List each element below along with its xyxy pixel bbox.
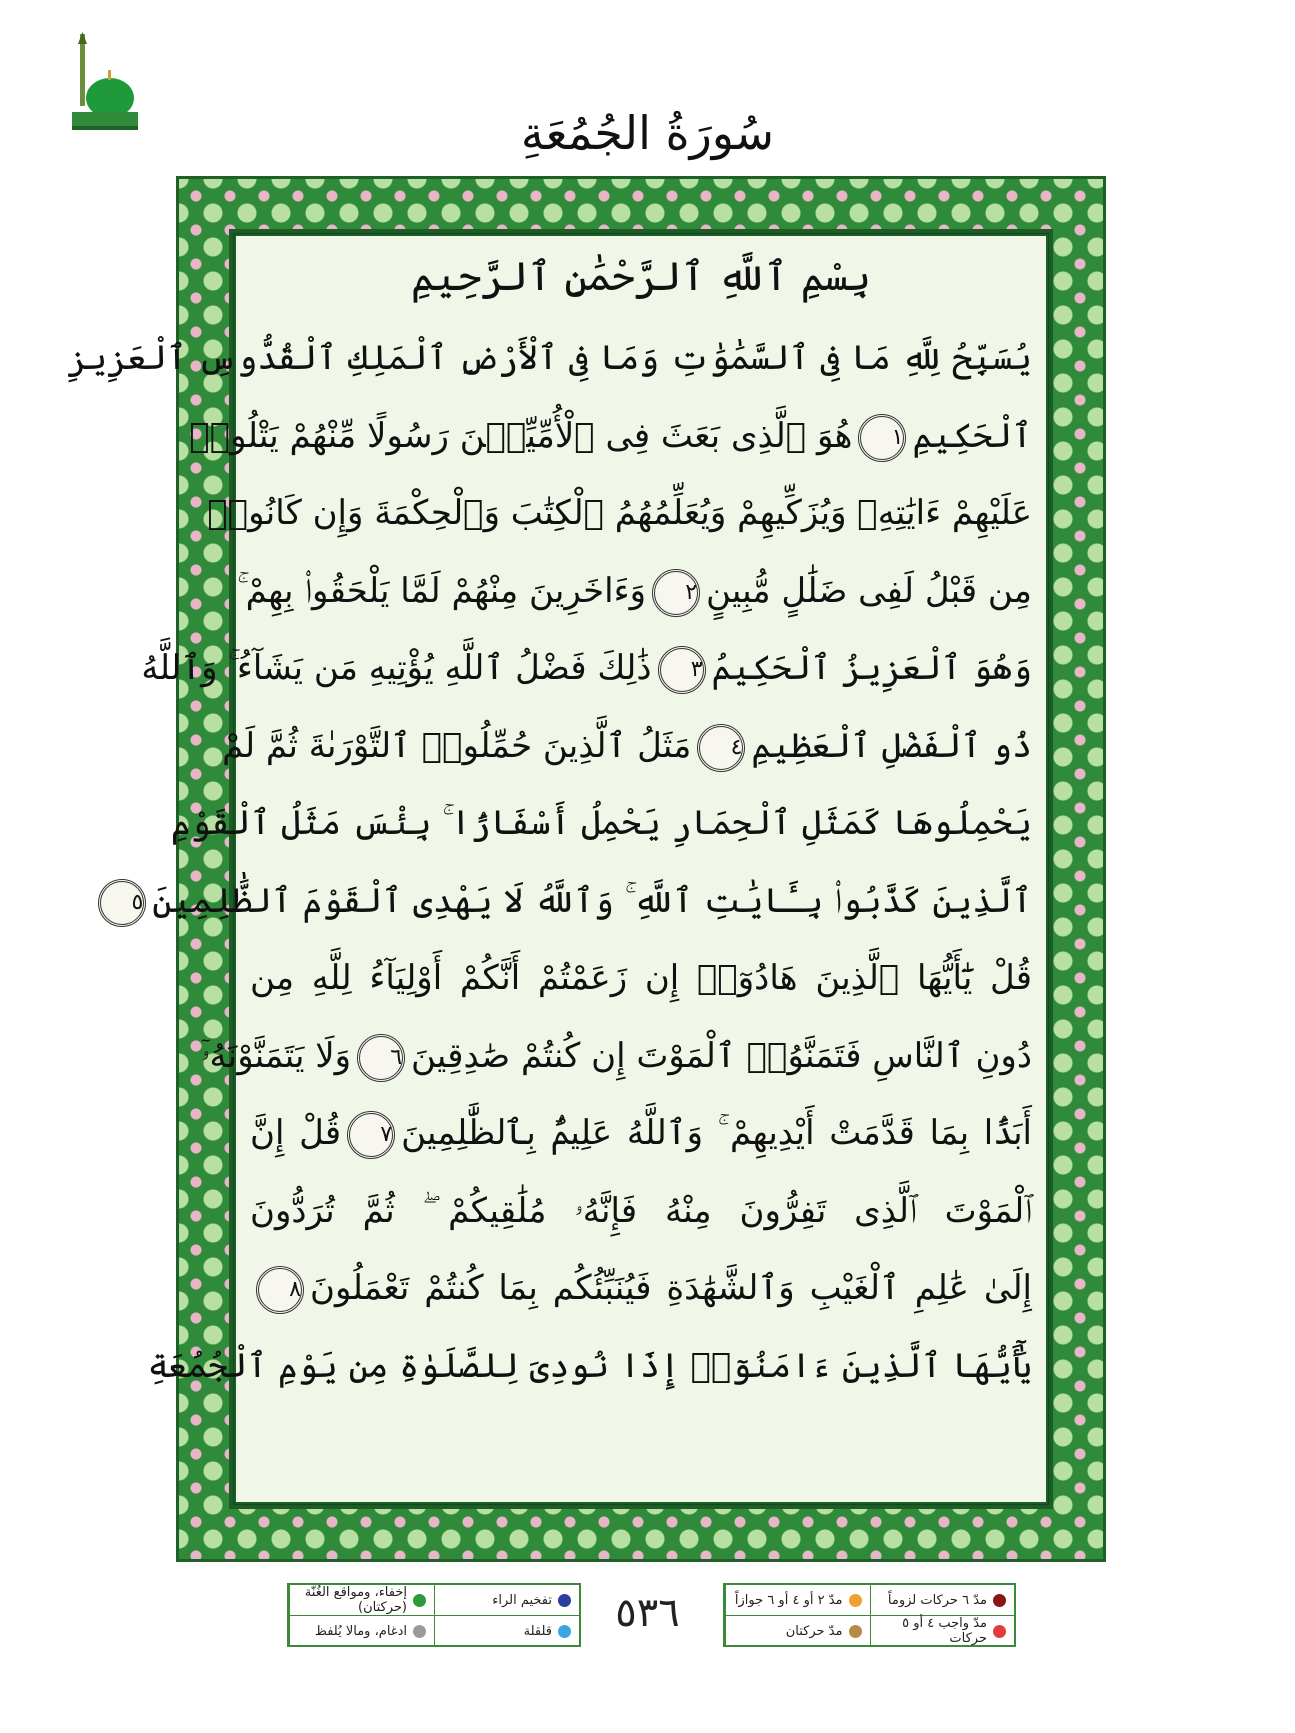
verse-text-continued: قُلْ إِنَّ [250,1113,342,1153]
verse-text-continued: وَءَاخَرِينَ مِنْهُمْ لَمَّا يَلْحَقُوا۟ بِهِمْ ۚ [237,570,647,611]
verse-text: ذُو ٱلْفَضْلِ ٱلْعَظِيمِ [751,725,1032,766]
ayah-number-marker: ١ [858,414,906,462]
legend-item [725,1616,870,1647]
legend-item [725,1585,870,1616]
legend-item [289,1585,434,1616]
verse-line [141,630,1032,708]
legend-color-dot [558,1594,571,1607]
legend-color-dot [413,1625,426,1638]
verse-text: يَحْمِلُوهَا كَمَثَلِ ٱلْحِمَارِ يَحْمِلُ أَسْفَارًۢا ۚ بِئْسَ مَثَلُ ٱلْقَوْمِ [170,803,1032,843]
surah-title: سُورَةُ الجُمُعَةِ [520,106,775,160]
tajweed-legend-left [287,1583,581,1647]
verse-text: إِلَىٰ عَٰلِمِ ٱلْغَيْبِ وَٱلشَّهَٰدَةِ فَيُنَبِّئُكُم بِمَا كُنتُمْ تَعْمَلُونَ [310,1268,1032,1308]
verse-line [250,1173,1032,1251]
verse-text: عَلَيْهِمْ ءَايَٰتِهِۦ وَيُزَكِّيهِمْ وَيُعَلِّمُهُمُ ٱلْكِتَٰبَ وَٱلْحِكْمَةَ وَإِن كَانُوا۟ [207,493,1032,533]
verse-text: ٱلْحَكِيمِ [912,415,1032,456]
ayah-number-marker: ٨ [256,1266,304,1314]
verse-line [147,1328,1032,1406]
quran-page-content [67,234,1048,1504]
verse-text: دُونِ ٱلنَّاسِ فَتَمَنَّوُا۟ ٱلْمَوْتَ إِن كُنتُمْ صَٰدِقِينَ [411,1035,1032,1076]
ayah-number-marker: ٥ [98,879,146,927]
verse-line [237,553,1032,631]
verse-text: ٱلَّذِينَ كَذَّبُوا۟ بِـَٔايَٰتِ ٱللَّهِ ۚ وَٱللَّهُ لَا يَهْدِى ٱلْقَوْمَ ٱلظَّٰلِمِينَ [152,880,1032,921]
legend-item [434,1585,579,1616]
page-number: ٥٣٦ [615,1590,680,1636]
verse-text-continued: وَلَا يَتَمَنَّوْنَهُۥٓ [201,1035,352,1076]
verse-line [250,1250,1032,1328]
verse-text: قُلْ يَٰٓأَيُّهَا ٱلَّذِينَ هَادُوٓا۟ إِن زَعَمْتُمْ أَنَّكُمْ أَوْلِيَآءُ لِلَّهِ مِن [250,958,1032,998]
verse-text: وَهُوَ ٱلْعَزِيزُ ٱلْحَكِيمُ [711,648,1032,688]
ayah-number-marker: ٢ [652,569,700,617]
verse-text-continued: مَثَلُ ٱلَّذِينَ حُمِّلُوا۟ ٱلتَّوْرَىٰةَ ثُمَّ لَمْ [222,725,692,766]
verse-line [67,320,1032,398]
ayah-number-marker: ٦ [357,1034,405,1082]
legend-label: مدّ واجب ٤ أو ٥ حركات [902,1616,987,1646]
legend-color-dot [849,1594,862,1607]
legend-color-dot [413,1594,426,1607]
verse-text: أَبَدًۢا بِمَا قَدَّمَتْ أَيْدِيهِمْ ۚ وَٱللَّهُ عَلِيمٌۢ بِٱلظَّٰلِمِينَ [401,1113,1032,1153]
legend-label: مدّ ٦ حركات لزوماً [887,1592,987,1608]
legend-item [870,1585,1015,1616]
ayah-number-marker: ٧ [347,1111,395,1159]
verse-text-continued: ذَٰلِكَ فَضْلُ ٱللَّهِ يُؤْتِيهِ مَن يَشَآءُ ۚ وَٱللَّهُ [141,648,652,688]
ayah-number-marker: ٣ [658,646,706,694]
verse-line [170,785,1032,863]
verse-lines [67,320,1032,1405]
ayah-number-marker: ٤ [697,724,745,772]
legend-item [434,1616,579,1647]
legend-label: ادغام، ومالا يُلفظ [314,1623,407,1639]
verse-line [189,398,1032,476]
legend-label: مدّ حركتان [785,1623,843,1639]
legend-label: مدّ ٢ أو ٤ أو ٦ جوازاً [734,1592,843,1608]
legend-label: تفخيم الراء [492,1592,552,1608]
legend-label: إخفاء، ومواقع الغُنّة (حركتان) [304,1585,407,1615]
verse-line [222,708,1032,786]
legend-item [289,1616,434,1647]
legend-item [870,1616,1015,1647]
verse-line [201,1018,1032,1096]
verse-text: يُسَبِّحُ لِلَّهِ مَا فِى ٱلسَّمَٰوَٰتِ وَمَا فِى ٱلْأَرْضِ ٱلْمَلِكِ ٱلْقُدُّوسِ ٱلْعَزِيزِ [67,338,1032,378]
tajweed-legend-right [723,1583,1016,1647]
verse-text: يَٰٓأَيُّهَا ٱلَّذِينَ ءَامَنُوٓا۟ إِذَا نُودِىَ لِلصَّلَوٰةِ مِن يَوْمِ ٱلْجُمُعَةِ [147,1345,1032,1386]
verse-line [250,940,1032,1018]
verse-text: ٱلْمَوْتَ ٱلَّذِى تَفِرُّونَ مِنْهُ فَإِنَّهُۥ مُلَٰقِيكُمْ ۖ ثُمَّ تُرَدُّونَ [250,1190,1032,1231]
verse-line [131,863,1032,941]
legend-label: قلقلة [523,1623,552,1639]
verse-text-continued: هُوَ ٱلَّذِى بَعَثَ فِى ٱلْأُمِّيِّـۧنَ رَسُولًا مِّنْهُمْ يَتْلُوا۟ [189,415,853,456]
legend-color-dot [558,1625,571,1638]
verse-text: مِن قَبْلُ لَفِى ضَلَٰلٍ مُّبِينٍ [706,570,1032,611]
verse-line [207,475,1032,553]
legend-color-dot [993,1594,1006,1607]
basmala: بِسْمِ ٱللَّهِ ٱلرَّحْمَٰنِ ٱلرَّحِيمِ [410,254,872,300]
legend-color-dot [993,1625,1006,1638]
verse-line [250,1095,1032,1173]
legend-color-dot [849,1625,862,1638]
